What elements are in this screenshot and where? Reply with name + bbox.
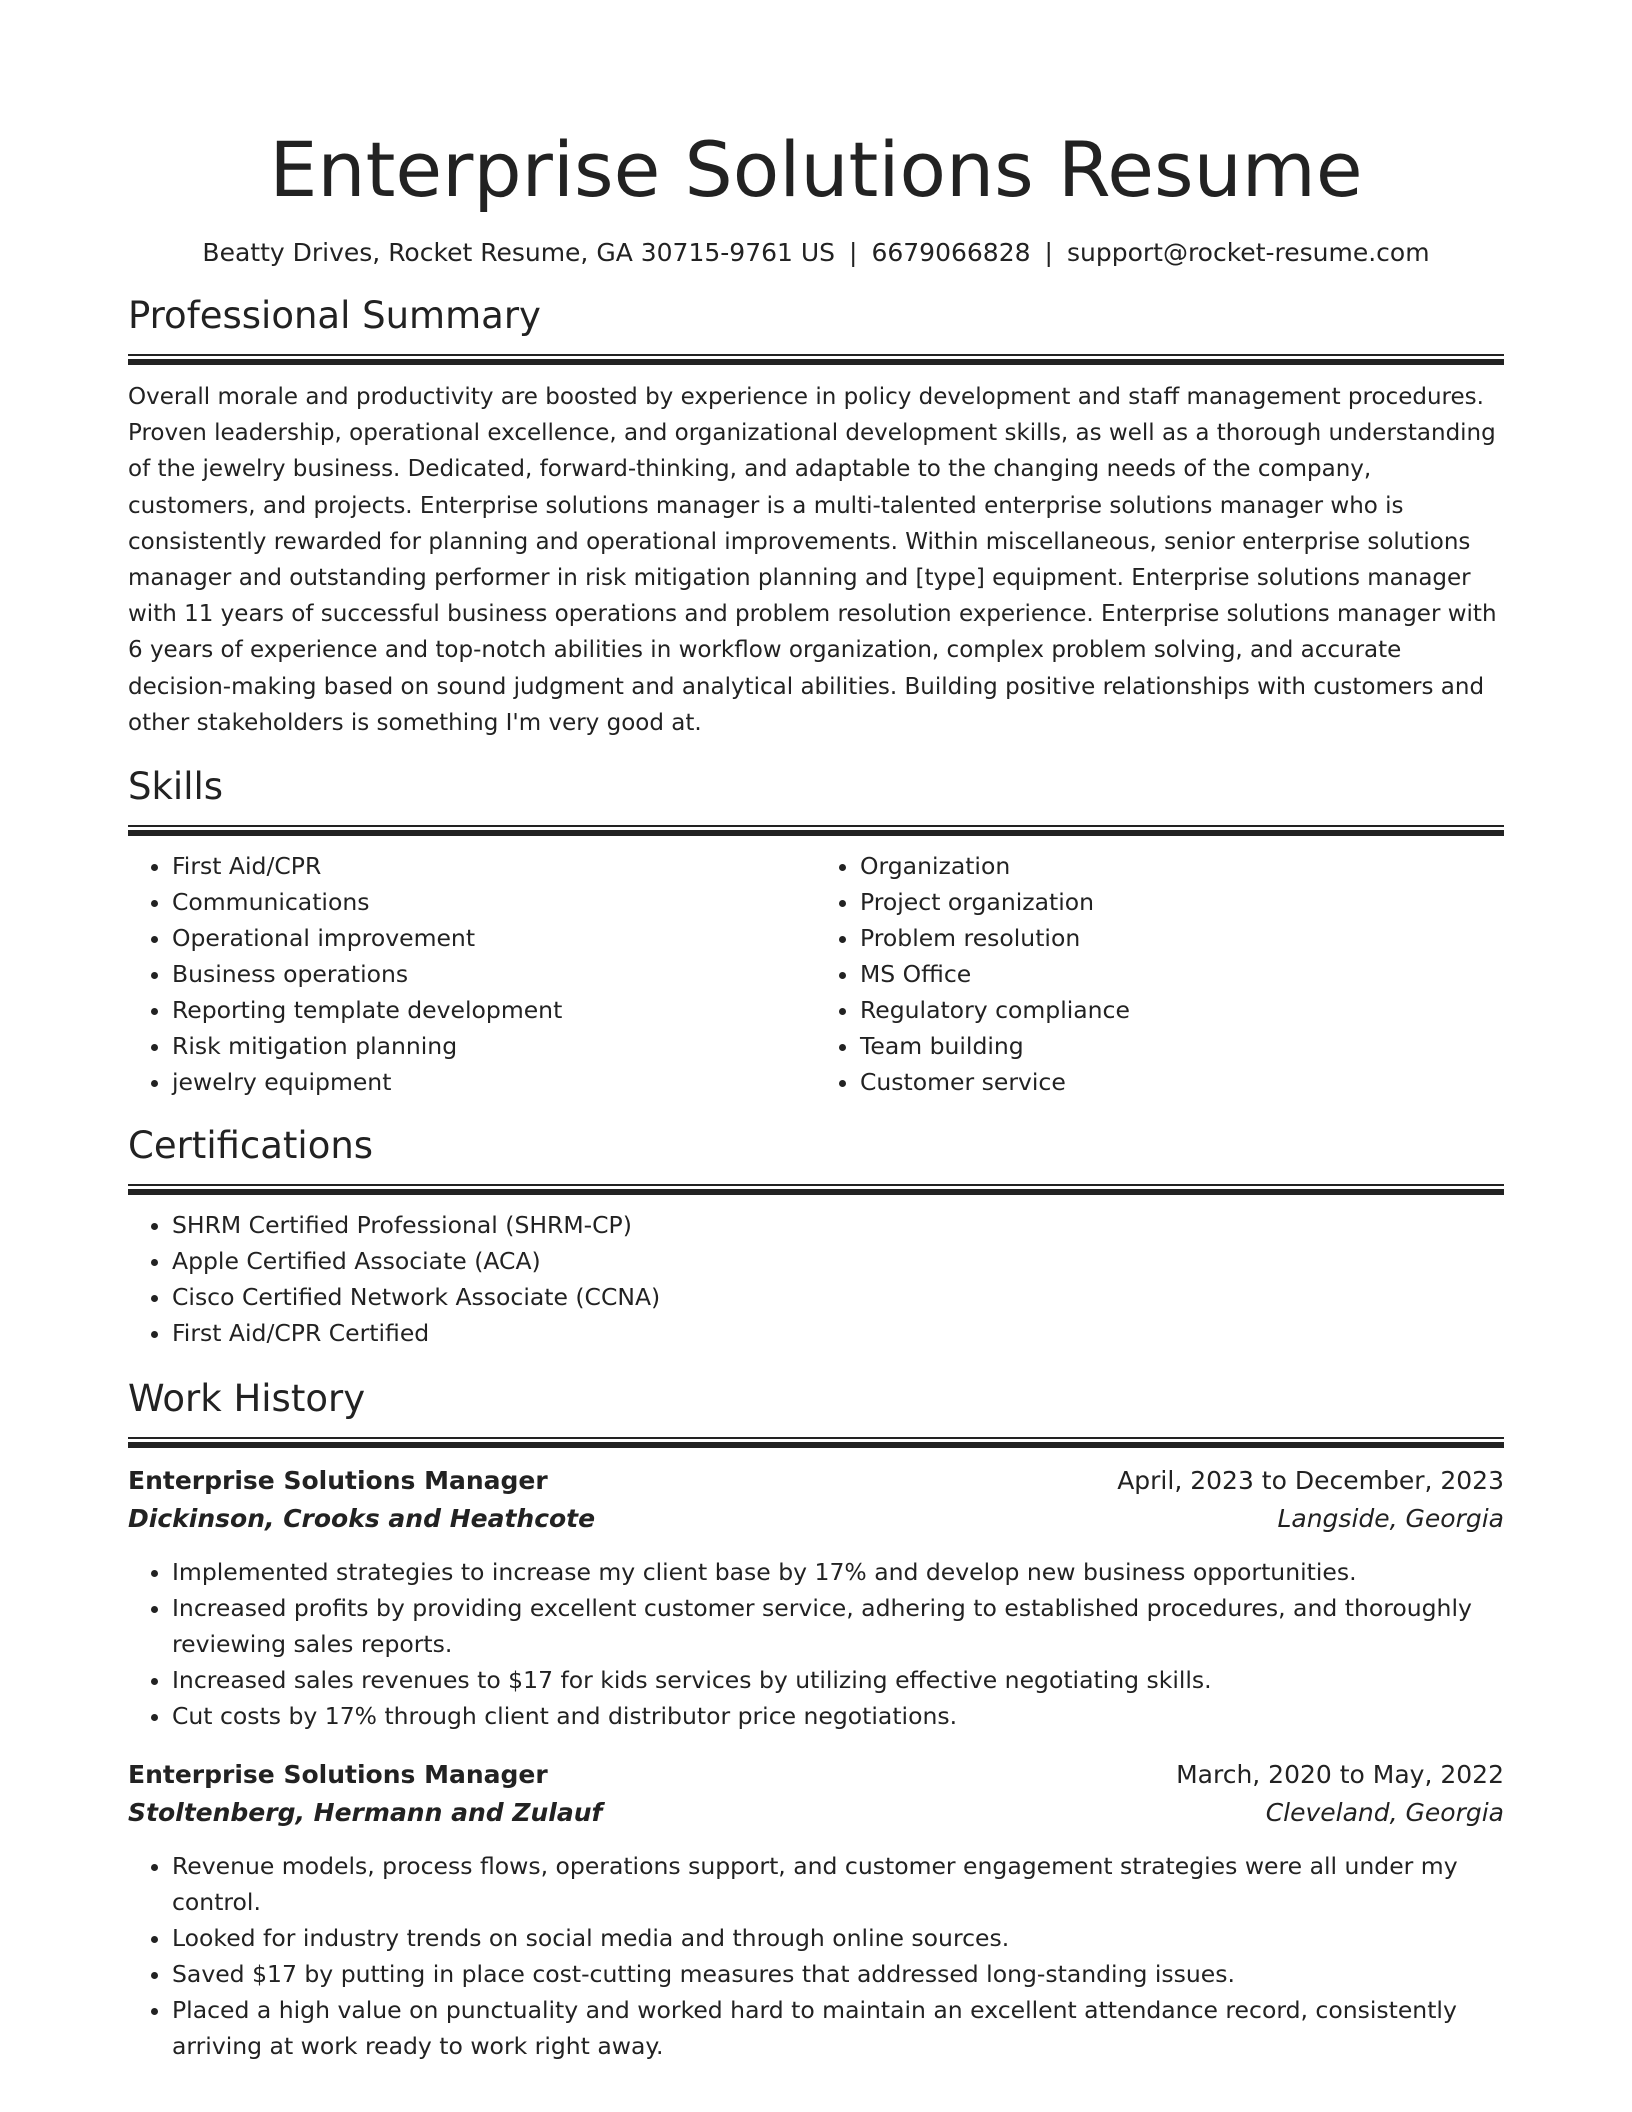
skill-item: • jewelry equipment xyxy=(172,1064,816,1100)
job-bullet: • Saved $17 by putting in place cost-cutting measures that addressed long-standing issues. xyxy=(172,1956,1504,1992)
job-bullets xyxy=(128,1554,1504,1734)
contact-separator: | xyxy=(1044,238,1053,267)
contact-phone: 6679066828 xyxy=(871,238,1031,267)
job-bullet: • Cut costs by 17% through client and distributor price negotiations. xyxy=(172,1698,1504,1734)
section-divider xyxy=(128,1437,1504,1448)
skill-item: • Reporting template development xyxy=(172,992,816,1028)
skill-item: • Communications xyxy=(172,884,816,920)
contact-line xyxy=(128,236,1504,270)
summary-text: Overall morale and productivity are boosted by experience in policy development and staff management procedures. Proven leadership, operational excellence, and organizational development skills, as well as a thorough understanding of the jewelry business. Dedicated, forward-thinking, and adaptable to the changing needs of the company, customers, and projects. Enterprise solutions manager is a multi-talented enterprise solutions manager who is consistently rewarded for planning and operational improvements. Within miscellaneous, senior enterprise solutions manager and outstanding performer in risk mitigation planning and [type] equipment. Enterprise solutions manager with 11 years of successful business operations and problem resolution experience. Enterprise solutions manager with 6 years of experience and top-notch abilities in workflow organization, complex problem solving, and accurate decision-making based on sound judgment and analytical abilities. Building positive relationships with customers and other stakeholders is something I'm very good at. xyxy=(128,384,1497,736)
summary-section xyxy=(128,292,1504,741)
skills-left-list xyxy=(128,848,816,1100)
skill-item: • First Aid/CPR xyxy=(172,848,816,884)
skill-item: • Regulatory compliance xyxy=(860,992,1504,1028)
job-title: Enterprise Solutions Manager xyxy=(128,1760,548,1790)
skill-item: • Organization xyxy=(860,848,1504,884)
skills-section xyxy=(128,763,1504,1100)
job-entry xyxy=(128,1756,1504,2064)
work-history-heading: Work History xyxy=(128,1377,366,1421)
work-history-section xyxy=(128,1375,1504,2064)
skill-item: • Business operations xyxy=(172,956,816,992)
skills-right-list xyxy=(816,848,1504,1100)
resume-page xyxy=(128,0,1504,2064)
job-header xyxy=(128,1462,1504,1500)
job-company: Stoltenberg, Hermann and Zulauf xyxy=(128,1798,603,1828)
job-location: Langside, Georgia xyxy=(1277,1504,1504,1534)
job-subheader xyxy=(128,1794,1504,1832)
job-dates: March, 2020 to May, 2022 xyxy=(1176,1760,1504,1790)
certification-item: • SHRM Certified Professional (SHRM-CP) xyxy=(172,1207,1504,1243)
summary-heading: Professional Summary xyxy=(128,294,541,337)
certifications-section xyxy=(128,1122,1504,1351)
skills-heading: Skills xyxy=(128,765,224,809)
job-entry xyxy=(128,1462,1504,1734)
certification-item: • Cisco Certified Network Associate (CCNA) xyxy=(172,1279,1504,1315)
certifications-list xyxy=(128,1207,1504,1351)
section-divider xyxy=(128,1184,1504,1195)
job-title: Enterprise Solutions Manager xyxy=(128,1466,548,1496)
job-dates: April, 2023 to December, 2023 xyxy=(1117,1466,1504,1496)
skill-item: • Team building xyxy=(860,1028,1504,1064)
skills-grid xyxy=(128,848,1504,1100)
certification-item: • Apple Certified Associate (ACA) xyxy=(172,1243,1504,1279)
section-divider xyxy=(128,354,1504,365)
job-bullet: • Implemented strategies to increase my client base by 17% and develop new business opportunities. xyxy=(172,1554,1504,1590)
certification-item: • First Aid/CPR Certified xyxy=(172,1315,1504,1351)
skill-item: • Customer service xyxy=(860,1064,1504,1100)
job-header xyxy=(128,1756,1504,1794)
skill-item: • Project organization xyxy=(860,884,1504,920)
job-bullet: • Increased profits by providing excellent customer service, adhering to established procedures, and thoroughly reviewing sales reports. xyxy=(172,1590,1504,1662)
contact-address: Beatty Drives, Rocket Resume, GA 30715-9761 US xyxy=(202,238,836,267)
resume-name: Enterprise Solutions Resume xyxy=(269,125,1363,214)
job-subheader xyxy=(128,1500,1504,1538)
skill-item: • Risk mitigation planning xyxy=(172,1028,816,1064)
contact-email: support@rocket-resume.com xyxy=(1066,238,1430,267)
job-bullet: • Placed a high value on punctuality and worked hard to maintain an excellent attendance record, consistently arriving at work ready to work right away. xyxy=(172,1992,1504,2064)
skill-item: • Problem resolution xyxy=(860,920,1504,956)
job-bullets xyxy=(128,1848,1504,2064)
job-bullet: • Revenue models, process flows, operations support, and customer engagement strategies were all under my control. xyxy=(172,1848,1504,1920)
job-bullet: • Looked for industry trends on social media and through online sources. xyxy=(172,1920,1504,1956)
certifications-heading: Certifications xyxy=(128,1124,374,1168)
job-bullet: • Increased sales revenues to $17 for kids services by utilizing effective negotiating skills. xyxy=(172,1662,1504,1698)
skill-item: • Operational improvement xyxy=(172,920,816,956)
skill-item: • MS Office xyxy=(860,956,1504,992)
contact-separator: | xyxy=(849,238,858,267)
section-divider xyxy=(128,825,1504,836)
job-location: Cleveland, Georgia xyxy=(1265,1798,1504,1828)
job-company: Dickinson, Crooks and Heathcote xyxy=(128,1504,596,1534)
